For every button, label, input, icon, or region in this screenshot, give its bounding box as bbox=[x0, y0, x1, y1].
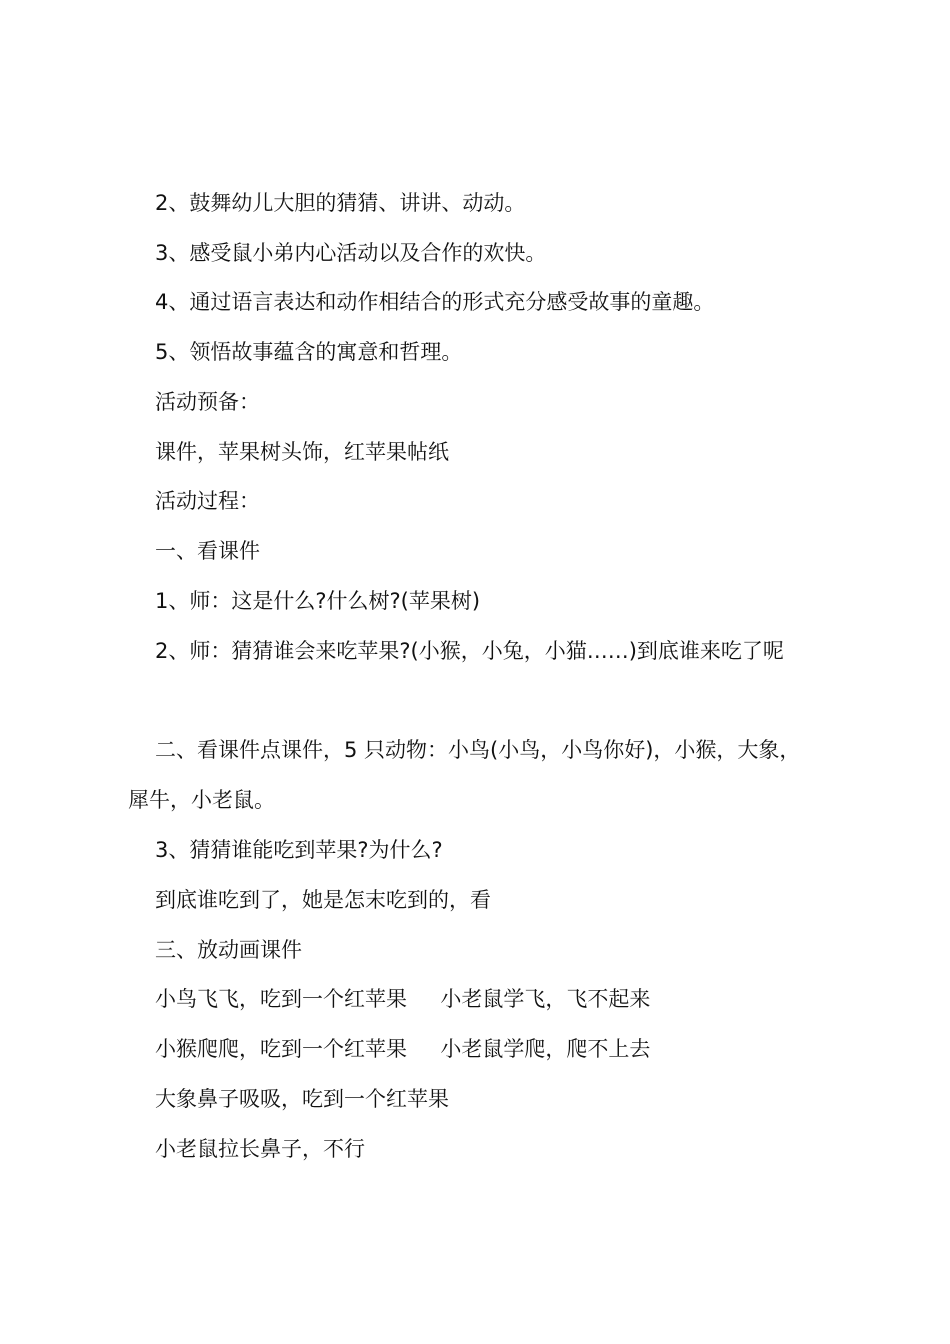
process-heading: 活动过程： bbox=[155, 489, 260, 513]
animation-elephant-line: 大象鼻子吸吸，吃到一个红苹果 bbox=[155, 1087, 449, 1111]
preparation-heading: 活动预备： bbox=[155, 390, 260, 414]
goal-4-line: 4、通过语言表达和动作相结合的形式充分感受故事的童趣。 bbox=[155, 290, 715, 314]
section-two-line: 二、看课件点课件，5 只动物：小鸟(小鸟，小鸟你好)，小猴，大象， bbox=[155, 738, 801, 762]
preparation-materials: 课件，苹果树头饰，红苹果帖纸 bbox=[155, 440, 449, 464]
goal-5-line: 5、领悟故事蕴含的寓意和哲理。 bbox=[155, 340, 463, 364]
section-three-heading: 三、放动画课件 bbox=[155, 938, 302, 962]
section-one-step-2: 2、师：猜猜谁会来吃苹果?(小猴，小兔，小猫……)到底谁来吃了呢 bbox=[155, 639, 784, 663]
goal-3-line: 3、感受鼠小弟内心活动以及合作的欢快。 bbox=[155, 241, 547, 265]
section-two-continuation: 犀牛，小老鼠。 bbox=[128, 788, 275, 812]
section-one-heading: 一、看课件 bbox=[155, 539, 260, 563]
goal-2-line: 2、鼓舞幼儿大胆的猜猜、讲讲、动动。 bbox=[155, 191, 526, 215]
section-one-step-1: 1、师：这是什么?什么树?(苹果树) bbox=[155, 589, 481, 613]
animation-bird-line: 小鸟飞飞，吃到一个红苹果 小老鼠学飞，飞不起来 bbox=[155, 987, 651, 1011]
animation-monkey-line: 小猴爬爬，吃到一个红苹果 小老鼠学爬，爬不上去 bbox=[155, 1037, 651, 1061]
section-two-step-3: 3、猜猜谁能吃到苹果?为什么? bbox=[155, 838, 443, 862]
animation-mouse-line: 小老鼠拉长鼻子，不行 bbox=[155, 1137, 365, 1161]
section-two-question: 到底谁吃到了，她是怎末吃到的，看 bbox=[155, 888, 491, 912]
